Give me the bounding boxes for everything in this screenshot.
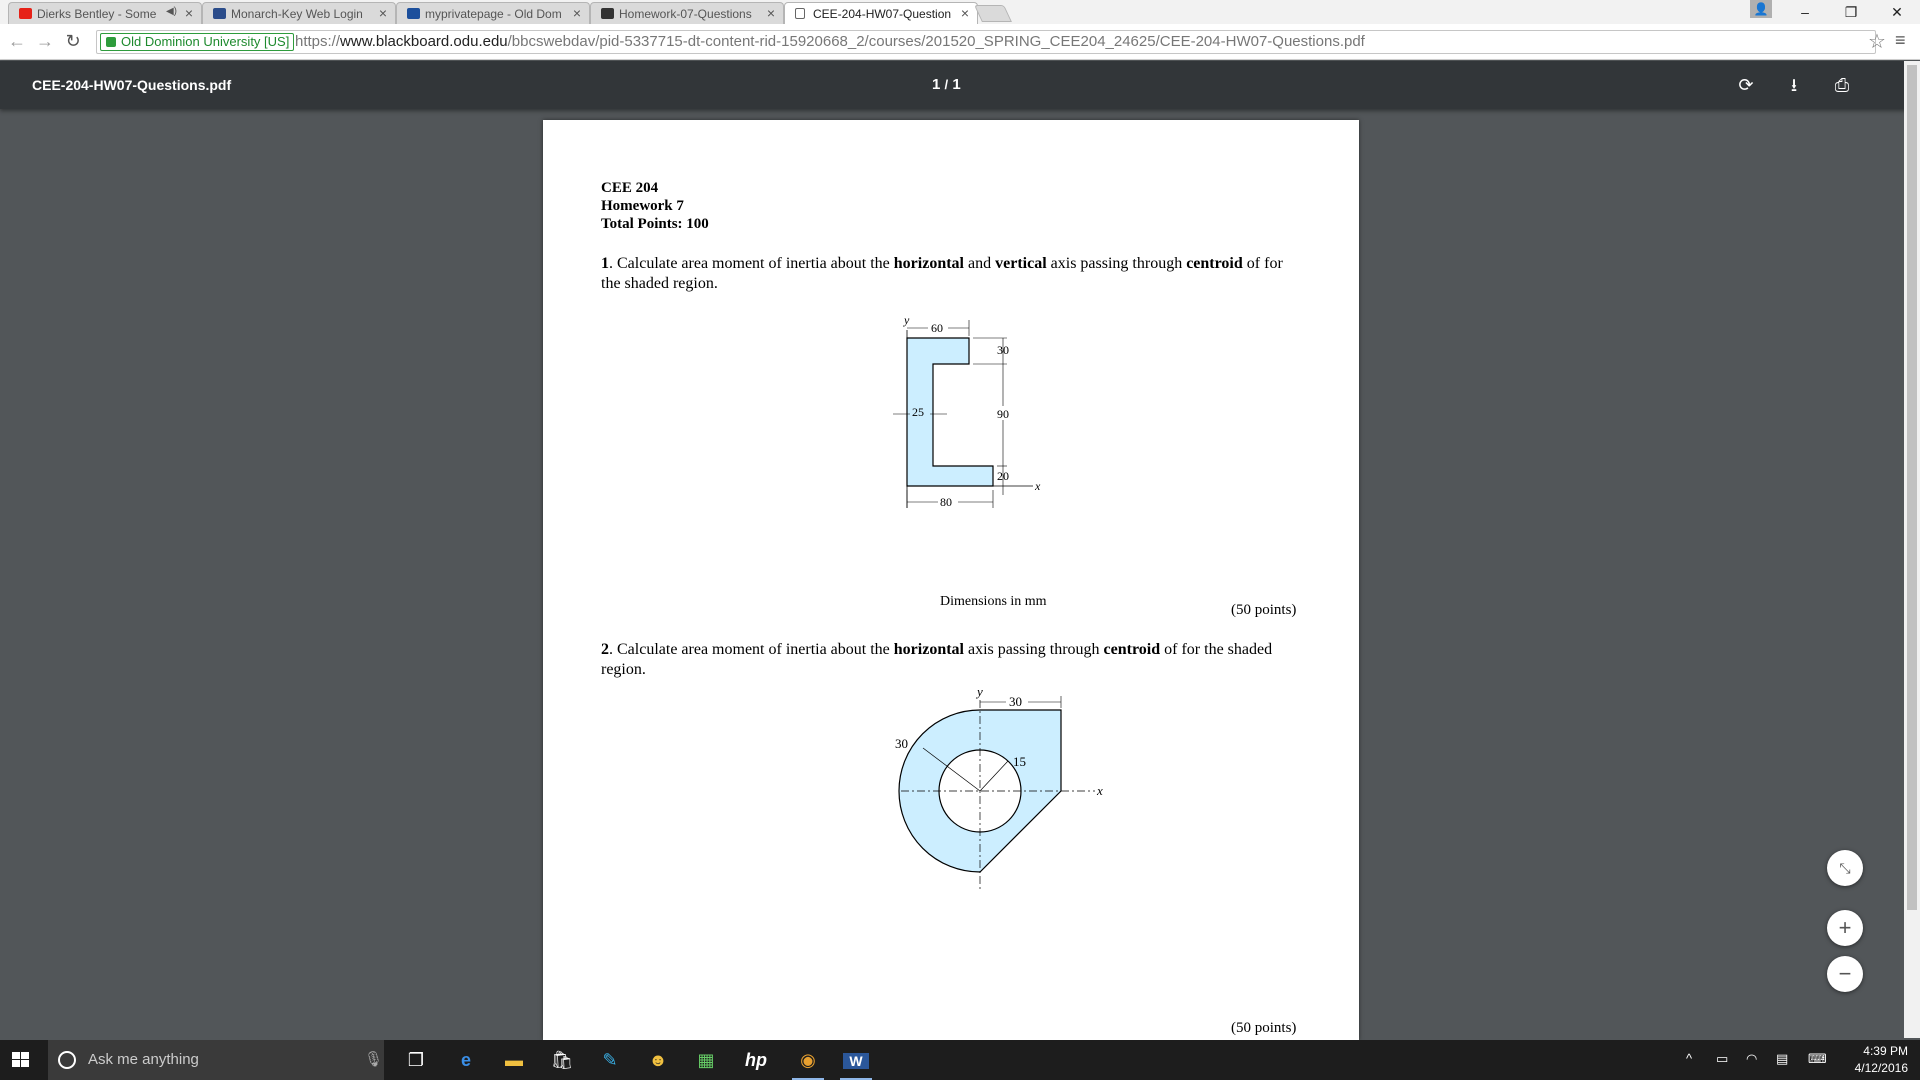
pdf-title: CEE-204-HW07-Questions.pdf <box>32 77 232 93</box>
clock-date: 4/12/2016 <box>1854 1061 1908 1075</box>
hp-icon[interactable]: hp <box>745 1050 767 1070</box>
tab-youtube[interactable] <box>8 2 202 24</box>
scrollbar-thumb[interactable] <box>1907 65 1917 910</box>
zoom-in-button[interactable]: + <box>1827 910 1863 946</box>
url-path: /bbcswebdav/pid-5337715-dt-content-rid-15920668_2/courses/201520_SPRING_CEE204_24625/CEE-204-HW07-Questions.pdf <box>507 33 1365 50</box>
speaker-icon[interactable]: ◀) <box>165 6 177 17</box>
show-hidden-icons-chevron[interactable]: ^ <box>1686 1051 1693 1066</box>
q1-text-part: and <box>964 255 996 272</box>
current-page[interactable]: 1 <box>932 76 941 93</box>
question-2-text <box>601 640 1301 680</box>
game-app-icon[interactable]: ☻ <box>648 1050 668 1070</box>
q2-text-part: of for the shaded region. <box>601 641 1273 678</box>
task-view-icon[interactable]: ❐ <box>407 1050 425 1070</box>
system-clock[interactable] <box>1848 1043 1908 1077</box>
tab-cee204-active[interactable] <box>784 2 978 25</box>
vertical-scrollbar[interactable] <box>1904 61 1920 1038</box>
course-title: CEE 204 <box>601 180 659 196</box>
restore-button[interactable]: ❐ <box>1844 4 1858 20</box>
rotate-icon[interactable]: ⟳ <box>1738 75 1754 95</box>
wifi-icon[interactable]: ◠ <box>1746 1051 1758 1066</box>
cortana-search-box[interactable] <box>48 1040 384 1080</box>
q2-bold-horizontal: horizontal <box>893 641 964 658</box>
odu-logo-icon <box>407 8 420 19</box>
close-tab-icon[interactable]: × <box>572 5 581 21</box>
q2-text-part: . Calculate area moment of inertia about the <box>609 641 894 658</box>
reload-icon[interactable]: ↻ <box>65 31 81 51</box>
dim-60: 60 <box>931 321 943 335</box>
close-tab-icon[interactable]: × <box>184 5 193 21</box>
store-icon[interactable]: 🛍 <box>550 1050 574 1070</box>
keyboard-icon[interactable]: ⌨ <box>1808 1051 1827 1066</box>
security-badge[interactable] <box>100 33 294 51</box>
zoom-out-button[interactable]: − <box>1827 956 1863 992</box>
q1-text-part: axis passing through <box>1046 255 1187 272</box>
url-host: www.blackboard.odu.edu <box>340 33 508 50</box>
back-arrow-icon[interactable]: ← <box>8 31 26 51</box>
q1-number: 1 <box>601 255 609 272</box>
dim-90: 90 <box>997 407 1009 421</box>
total-points: Total Points: 100 <box>601 216 709 232</box>
minimize-button[interactable]: ‒ <box>1801 4 1809 20</box>
fig1-x-label: x <box>1035 479 1041 493</box>
clock-time: 4:39 PM <box>1863 1044 1908 1058</box>
search-placeholder: Ask me anything <box>88 1051 199 1068</box>
dim-15-radius: 15 <box>1013 754 1026 769</box>
chrome-icon[interactable]: ◉ <box>788 1044 828 1076</box>
q2-text-part: axis passing through <box>964 641 1104 658</box>
windows-start-icon[interactable] <box>12 1052 30 1068</box>
close-tab-icon[interactable]: × <box>766 5 775 21</box>
word-icon[interactable]: W <box>836 1044 876 1076</box>
fig1-y-label: y <box>904 313 910 327</box>
taskbar <box>0 1040 1920 1080</box>
dim-30: 30 <box>997 343 1009 357</box>
figure-1-caption: Dimensions in mm <box>940 594 1047 609</box>
url-scheme: https:// <box>295 33 341 50</box>
address-bar[interactable] <box>96 30 1876 54</box>
q2-points: (50 points) <box>1231 1020 1297 1036</box>
q1-text-part: of for the shaded region. <box>601 255 1283 292</box>
question-1-text <box>601 254 1301 294</box>
battery-icon[interactable]: ▭ <box>1716 1051 1729 1066</box>
dim-25: 25 <box>912 405 924 419</box>
q1-bold-vertical: vertical <box>995 255 1047 272</box>
pen-app-icon[interactable]: ✎ <box>602 1050 618 1070</box>
browser-menu-icon[interactable]: ≡ <box>1895 30 1906 50</box>
q1-bold-centroid: centroid <box>1186 255 1243 272</box>
fit-to-page-button[interactable]: ⤡ <box>1827 850 1863 886</box>
new-tab-button[interactable] <box>974 5 1012 22</box>
fig2-y-label: y <box>977 690 983 699</box>
tab-homework[interactable] <box>590 2 784 24</box>
bookmark-star-icon[interactable]: ☆ <box>1868 31 1886 53</box>
odu-icon <box>213 8 226 19</box>
tab-label: myprivatepage - Old Dom <box>425 7 562 21</box>
tab-label: Homework-07-Questions <box>619 7 752 21</box>
document-icon <box>795 8 805 19</box>
security-label: Old Dominion University [US] <box>121 34 290 49</box>
close-window-button[interactable]: ✕ <box>1891 4 1903 20</box>
total-pages: 1 <box>952 76 961 93</box>
file-explorer-icon[interactable]: ▬ <box>505 1050 523 1070</box>
homework-title: Homework 7 <box>601 198 684 214</box>
tab-label: Monarch-Key Web Login <box>231 7 363 21</box>
tab-myprivatepage[interactable] <box>396 2 590 24</box>
browser-toolbar <box>0 24 1920 60</box>
dim-80: 80 <box>940 495 952 509</box>
tab-strip <box>0 0 1920 24</box>
action-center-icon[interactable]: ▤ <box>1776 1051 1789 1066</box>
dim-30-radius: 30 <box>895 736 908 751</box>
profile-icon[interactable]: 👤 <box>1750 0 1772 18</box>
page-indicator <box>932 76 961 93</box>
close-tab-icon[interactable]: × <box>378 5 387 21</box>
blackboard-icon <box>601 8 614 19</box>
fig2-x-label: x <box>1097 783 1103 798</box>
q2-bold-centroid: centroid <box>1103 641 1161 658</box>
pdf-page <box>543 120 1359 1040</box>
q1-points: (50 points) <box>1231 602 1297 618</box>
dim-30-top: 30 <box>1009 694 1022 709</box>
lock-icon <box>106 37 116 47</box>
youtube-icon <box>19 8 32 19</box>
dim-20: 20 <box>997 469 1009 483</box>
download-icon[interactable]: ⭳ <box>1790 75 1798 95</box>
pdf-toolbar <box>0 61 1920 109</box>
page-separator: / <box>944 77 949 92</box>
tab-label: CEE-204-HW07-Question <box>813 7 952 21</box>
microphone-icon[interactable]: 🎙 <box>364 1051 384 1068</box>
forward-arrow-icon[interactable]: → <box>36 31 54 51</box>
url-text[interactable] <box>295 31 1365 53</box>
tab-monarch-key[interactable] <box>202 2 396 24</box>
q1-text-part: . Calculate area moment of inertia about the <box>609 255 894 272</box>
cortana-icon <box>58 1051 76 1069</box>
tab-label: Dierks Bentley - Some <box>37 7 157 21</box>
figure-1-channel-section <box>883 310 1063 560</box>
photos-app-icon[interactable]: ▦ <box>697 1050 715 1070</box>
figure-2-circular-section <box>843 690 1113 930</box>
edge-browser-icon[interactable]: e <box>460 1050 471 1070</box>
q1-bold-horizontal: horizontal <box>893 255 964 272</box>
print-icon[interactable]: ⎙ <box>1834 75 1850 95</box>
q2-number: 2 <box>601 641 609 658</box>
close-tab-icon[interactable]: × <box>960 5 969 21</box>
